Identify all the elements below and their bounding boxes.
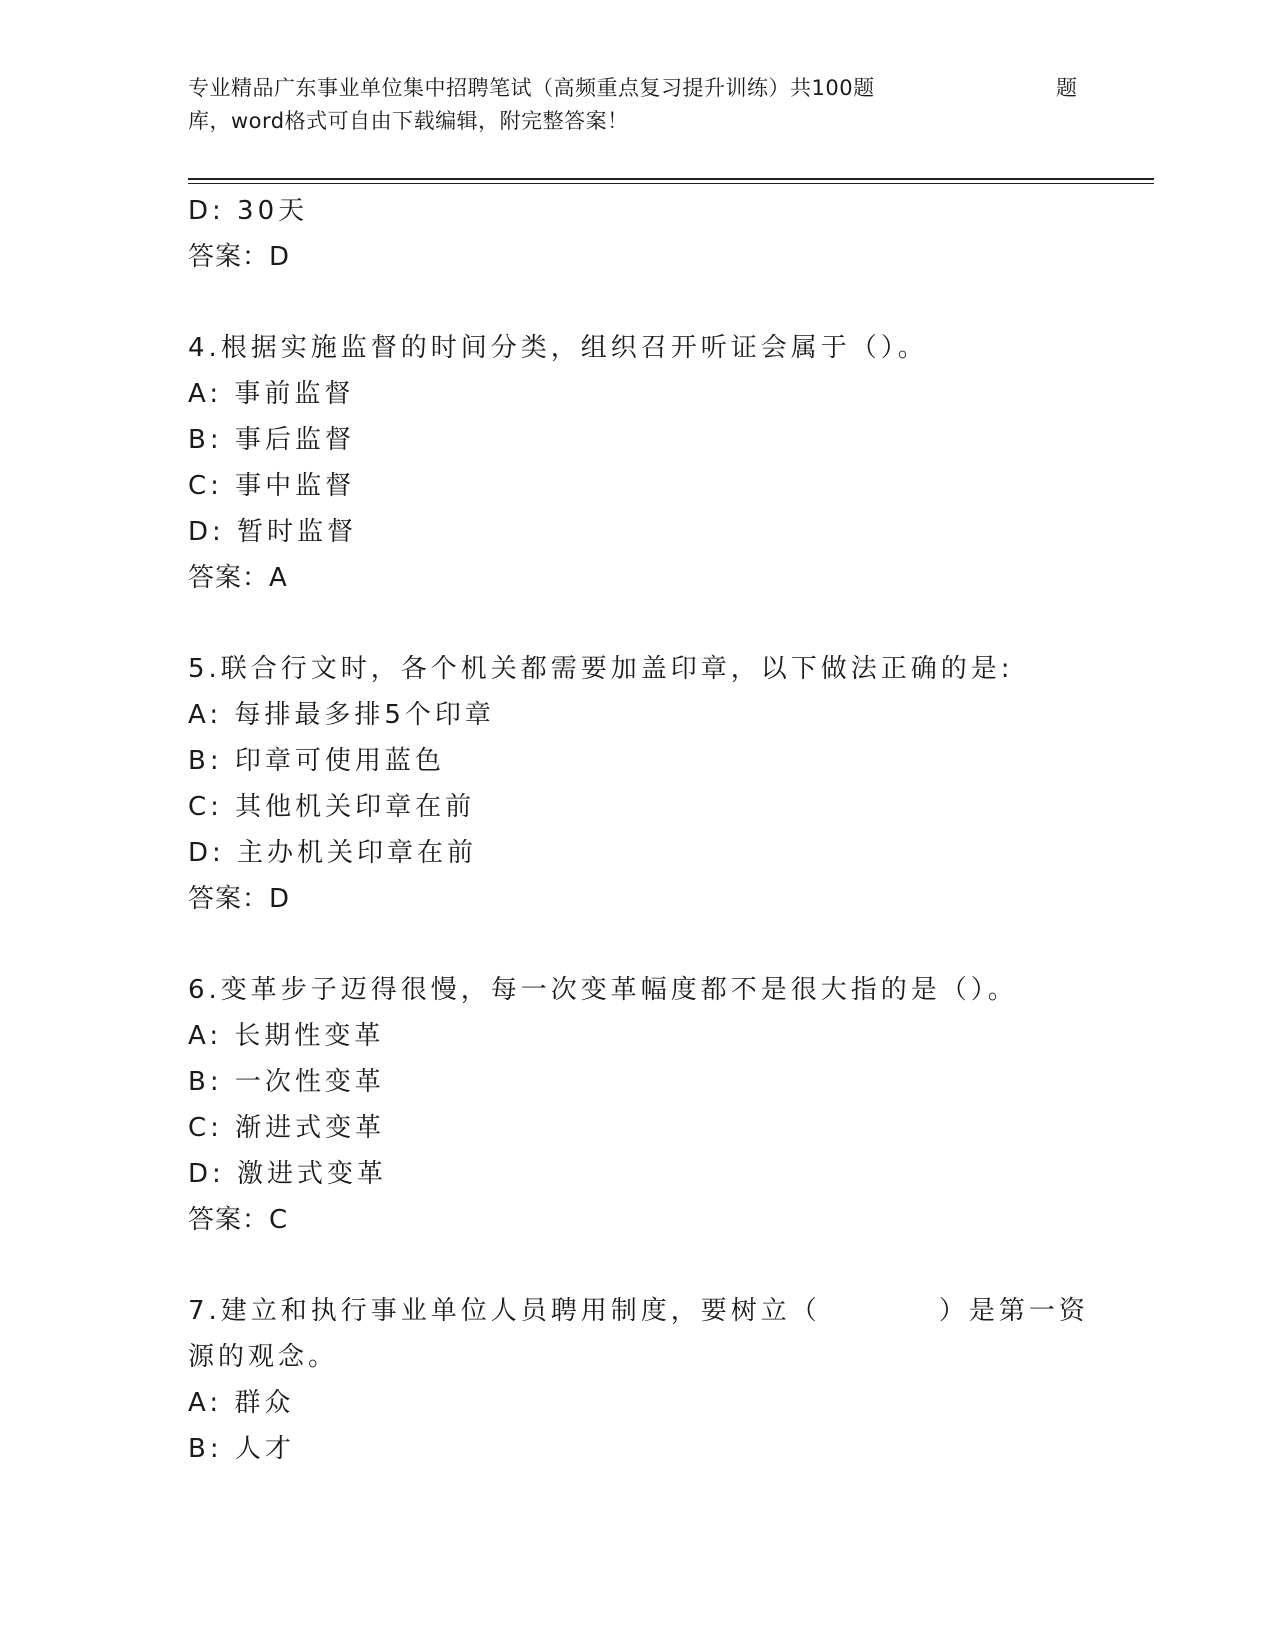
header-title: 专业精品广东事业单位集中招聘笔试（高频重点复习提升训练）共100题 <box>188 76 875 100</box>
option-b: B: 事后监督 <box>188 425 355 455</box>
answer: 答案：D <box>188 242 291 272</box>
question-text-part-1: 7.建立和执行事业单位人员聘用制度，要树立（ <box>188 1296 821 1326</box>
header-rule-thin <box>188 183 1154 184</box>
header-title-tail: 题 <box>1056 76 1078 100</box>
option-b: B: 人才 <box>188 1434 295 1464</box>
question-text <box>188 1288 1088 1334</box>
option-d: D: 主办机关印章在前 <box>188 838 478 868</box>
header-line-2: 库，word格式可自由下载编辑，附完整答案！ <box>188 109 629 133</box>
option-d: D: 暂时监督 <box>188 517 358 547</box>
question-5 <box>188 646 1088 922</box>
question-7 <box>188 1288 1088 1472</box>
option-d: D: 激进式变革 <box>188 1159 388 1189</box>
header-rule-thick <box>188 178 1154 180</box>
option-a: A: 事前监督 <box>188 379 355 409</box>
answer: 答案：C <box>188 1205 289 1235</box>
header-line-1 <box>188 72 1088 105</box>
option-d: D: 30天 <box>188 196 309 226</box>
option-a: A: 长期性变革 <box>188 1021 385 1051</box>
question-text-part-2: ）是第一资 <box>938 1296 1089 1326</box>
option-a: A: 群众 <box>188 1388 295 1418</box>
question-4 <box>188 325 1088 601</box>
question-text: 4.根据实施监督的时间分类，组织召开听证会属于（）。 <box>188 333 928 363</box>
option-b: B: 一次性变革 <box>188 1067 385 1097</box>
question-6 <box>188 967 1088 1243</box>
option-c: C: 事中监督 <box>188 471 356 501</box>
option-b: B: 印章可使用蓝色 <box>188 746 445 776</box>
page-header <box>188 72 1088 138</box>
document-body <box>188 188 1088 1472</box>
option-a: A: 每排最多排5个印章 <box>188 700 495 730</box>
question-text: 6.变革步子迈得很慢，每一次变革幅度都不是很大指的是（）。 <box>188 975 1018 1005</box>
answer: 答案：A <box>188 563 288 593</box>
option-c: C: 渐进式变革 <box>188 1113 386 1143</box>
option-c: C: 其他机关印章在前 <box>188 792 476 822</box>
question-text: 5.联合行文时，各个机关都需要加盖印章，以下做法正确的是: <box>188 654 1014 684</box>
answer: 答案：D <box>188 884 291 914</box>
question-text-line-2: 源的观念。 <box>188 1342 339 1372</box>
